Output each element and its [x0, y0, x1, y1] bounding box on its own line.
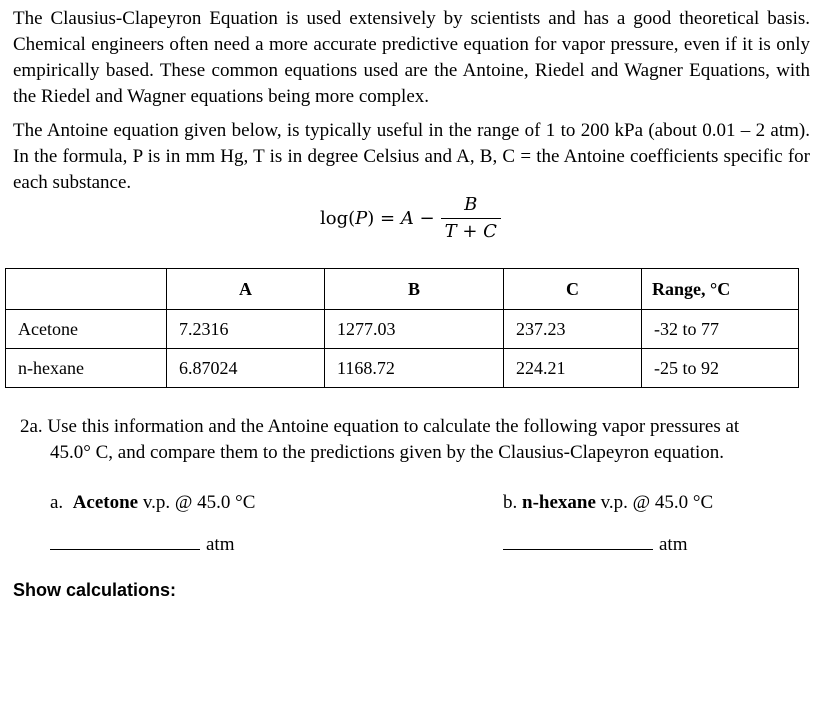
table-cell: 6.87024 — [167, 349, 325, 388]
table-header-cell — [6, 269, 167, 310]
answer-blank-a[interactable] — [50, 531, 200, 550]
part-b-answer — [503, 531, 688, 556]
unit-label-a: atm — [206, 534, 235, 555]
table-row — [6, 310, 799, 349]
unit-label-b: atm — [659, 534, 688, 555]
antoine-coefficients-table — [5, 268, 799, 388]
table-header-cell: B — [325, 269, 504, 310]
part-b-label: b. n-hexane v.p. @ 45.0 °C — [503, 492, 714, 513]
equation-lhs: log(P) = A − — [320, 207, 435, 229]
table-row — [6, 349, 799, 388]
answer-blank-b[interactable] — [503, 531, 653, 550]
table-header-cell: Range, °C — [642, 269, 799, 310]
antoine-equation — [320, 194, 501, 242]
table-cell: 1168.72 — [325, 349, 504, 388]
equation-fraction — [441, 194, 501, 242]
table-cell: Acetone — [6, 310, 167, 349]
table-header-cell: C — [504, 269, 642, 310]
equation-numerator: B — [464, 194, 478, 215]
table-cell: n-hexane — [6, 349, 167, 388]
part-a-label: a. Acetone v.p. @ 45.0 °C — [50, 492, 256, 513]
equation-denominator: T + C — [441, 218, 501, 242]
table-cell: 7.2316 — [167, 310, 325, 349]
table-cell: -25 to 92 — [642, 349, 799, 388]
table-cell: 224.21 — [504, 349, 642, 388]
table-header-row — [6, 269, 799, 310]
part-a-answer — [50, 531, 235, 556]
show-calculations-label: Show calculations: — [13, 580, 177, 600]
question-line-2: 45.0° C, and compare them to the predictions given by the Clausius-Clapeyron equation. — [50, 442, 725, 463]
table-cell: -32 to 77 — [642, 310, 799, 349]
table-cell: 237.23 — [504, 310, 642, 349]
intro-paragraph-2: The Antoine equation given below, is typically useful in the range of 1 to 200 kPa (about 0.01 – 2 atm). In the formula, P is in mm Hg, T is in degree Celsius and A, B, C = the Antoine coefficients specific for each substance. — [13, 120, 810, 193]
table-cell: 1277.03 — [325, 310, 504, 349]
question-2a — [20, 414, 810, 466]
question-line-1: 2a. Use this information and the Antoine equation to calculate the following vapor pressures at — [20, 416, 740, 437]
intro-paragraph-1: The Clausius-Clapeyron Equation is used extensively by scientists and has a good theoretical basis. Chemical engineers often need a more accurate predictive equation for vapor pressure, even if it is only empirically based. These common equations used are the Antoine, Riedel and Wagner Equations, with the Riedel and Wagner equations being more complex. — [13, 8, 810, 107]
table-header-cell: A — [167, 269, 325, 310]
